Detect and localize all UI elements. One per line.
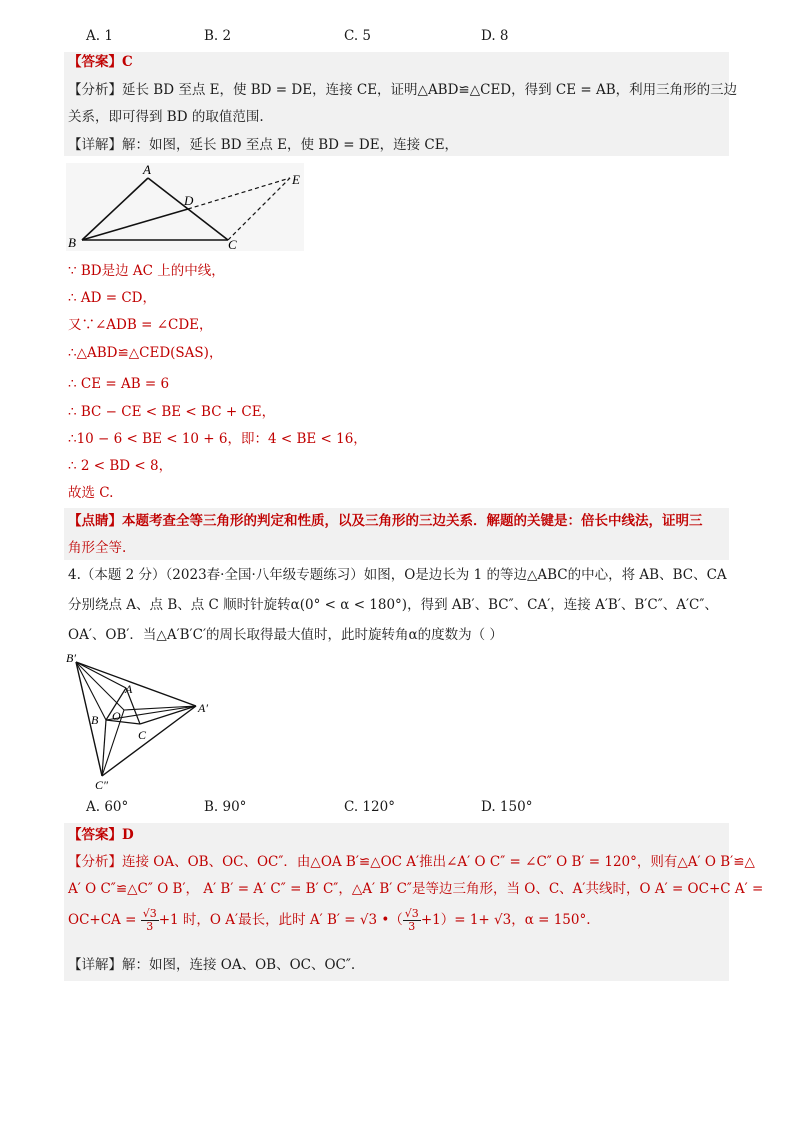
q3-detail: 【详解】解：如图，延长 BD 至点 E，使 BD = DE，连接 CE， (68, 137, 459, 153)
label-a: A (143, 163, 151, 177)
q3-step-2: ∴ AD = CD， (68, 290, 157, 306)
label-o: O (112, 709, 121, 723)
q3-step-1: ∵ BD是边 AC 上的中线， (68, 263, 225, 279)
label-b: B (68, 235, 76, 250)
fraction-sqrt3-over-3-second: $\frac{√3}{3}$ (404, 907, 419, 933)
q4-analysis-line-3: OC+CA = $\frac{√3}{3}$ +1 时，O A′最长，此时 A′ B′ = √3 •（ $\frac{√3}{3}$ +1）= 1+ √3，α = 150°. (68, 907, 591, 933)
q3-point-line-1: 【点睛】本题考查全等三角形的判定和性质，以及三角形的三边关系．解题的关键是：倍长中线法，证明三 (68, 513, 703, 529)
label-c: C (228, 237, 237, 251)
q3-step-9: 故选 C. (68, 485, 114, 501)
q3-option-b: B. 2 (204, 28, 232, 44)
q4-detail: 【详解】解：如图，连接 OA、OB、OC、OC″. (68, 957, 356, 973)
q4-analysis-line-2: A′ O C″≌△C″ O B′， A′ B′ = A′ C″ = B′ C″，△A′ B′ C″是等边三角形，当 O、C、A′共线时，O A′ = OC+C A′ = (68, 881, 764, 897)
label-d: D (184, 193, 194, 208)
label-c: C (138, 728, 147, 742)
q3-point-line-2: 角形全等. (68, 540, 127, 556)
q3-step-4: ∴△ABD≌△CED(SAS)， (68, 345, 223, 361)
q3-option-d: D. 8 (481, 28, 509, 44)
q3-step-7: ∴10 − 6 < BE < 10 + 6，即：4 < BE < 16， (68, 431, 367, 447)
q4-option-a: A. 60° (86, 799, 129, 815)
q3-analysis-line-1: 【分析】延长 BD 至点 E，使 BD = DE，连接 CE，证明△ABD≌△CED，得到 CE = AB，利用三角形的三边 (68, 82, 738, 98)
q4-answer: 【答案】D (68, 827, 134, 843)
q4-option-c: C. 120° (344, 799, 395, 815)
label-c-double-prime: C″ (95, 778, 109, 792)
q3-step-3: 又∵∠ADB = ∠CDE， (68, 317, 213, 333)
segment-ob1 (76, 662, 124, 710)
label-a: A (125, 682, 133, 696)
q3-step-8: ∴ 2 < BD < 8， (68, 458, 173, 474)
q4-analysis-line-1: 【分析】连接 OA、OB、OC、OC″．由△OA B′≌△OC A′推出∠A′ O C″ = ∠C″ O B′ = 120°，则有△A′ O B′≌△ (68, 854, 755, 870)
label-e: E (292, 172, 300, 187)
label-a-prime: A′ (198, 701, 208, 715)
q3-analysis-line-2: 关系，即可得到 BD 的取值范围. (68, 109, 264, 125)
segment-ab1 (76, 662, 126, 688)
q3-step-6: ∴ BC − CE < BE < BC + CE， (68, 404, 276, 420)
q4-option-b: B. 90° (204, 799, 247, 815)
q3-option-a: A. 1 (86, 28, 113, 44)
figure-2-rotation (62, 648, 222, 793)
q4-option-d: D. 150° (481, 799, 533, 815)
figure-1-triangle-abc (66, 163, 304, 251)
segment-ce-dashed (228, 178, 290, 240)
q4-stem-line-2: 分别绕点 A、点 B、点 C 顺时针旋转α(0° < α < 180°)，得到 AB′、BC″、CA′，连接 A′B′、B′C″、A′C″、 (68, 597, 718, 613)
label-b-prime: B′ (66, 651, 76, 665)
q3-step-5: ∴ CE = AB = 6 (68, 376, 170, 392)
label-b: B (91, 713, 99, 727)
segment-b1-a1 (76, 662, 196, 706)
q4-stem-line-3: OA′、OB′．当△A′B′C′的周长取得最大值时，此时旋转角α的度数为（ ） (68, 627, 503, 643)
q3-option-c: C. 5 (344, 28, 372, 44)
q3-answer: 【答案】C (68, 54, 133, 70)
q4-stem-line-1: 4.（本题 2 分）（2023春·全国·八年级专题练习）如图，O是边长为 1 的等边△ABC的中心，将 AB、BC、CA (68, 567, 727, 583)
fraction-sqrt3-over-3: $\frac{√3}{3}$ (142, 907, 157, 933)
segment-bc1 (102, 720, 106, 776)
